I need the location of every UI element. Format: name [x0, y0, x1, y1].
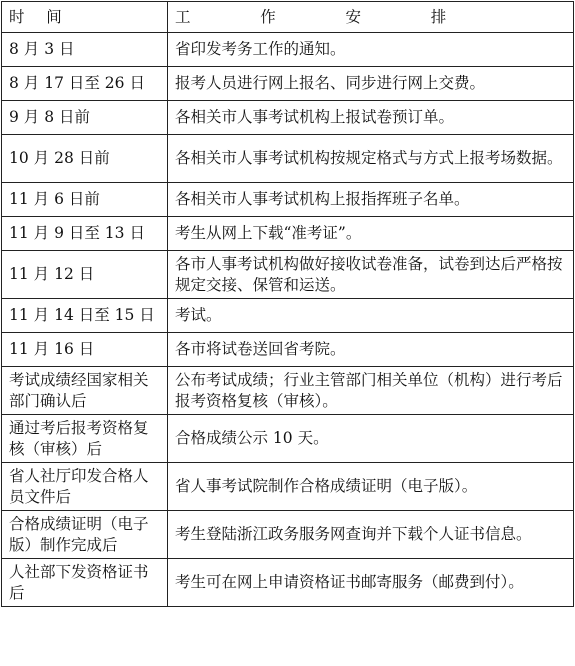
time-cell: 11 月 9 日至 13 日	[2, 217, 168, 251]
time-cell: 9 月 8 日前	[2, 101, 168, 135]
table-row	[2, 33, 574, 67]
time-cell: 考试成绩经国家相关部门确认后	[2, 367, 168, 415]
table-row	[2, 251, 574, 299]
header-task: 工作安排	[168, 2, 574, 33]
table-row	[2, 299, 574, 333]
table-row	[2, 367, 574, 415]
task-cell: 各市人事考试机构做好接收试卷准备，试卷到达后严格按规定交接、保管和运送。	[168, 251, 574, 299]
task-cell: 各市将试卷送回省考院。	[168, 333, 574, 367]
task-cell: 各相关市人事考试机构按规定格式与方式上报考场数据。	[168, 135, 574, 183]
task-cell: 报考人员进行网上报名、同步进行网上交费。	[168, 67, 574, 101]
task-cell: 考生可在网上申请资格证书邮寄服务（邮费到付）。	[168, 559, 574, 607]
table-row	[2, 101, 574, 135]
time-cell: 通过考后报考资格复核（审核）后	[2, 415, 168, 463]
time-cell: 11 月 6 日前	[2, 183, 168, 217]
task-cell: 考生从网上下载“准考证”。	[168, 217, 574, 251]
task-cell: 考生登陆浙江政务服务网查询并下载个人证书信息。	[168, 511, 574, 559]
table-row	[2, 463, 574, 511]
task-cell: 各相关市人事考试机构上报试卷预订单。	[168, 101, 574, 135]
time-cell: 合格成绩证明（电子版）制作完成后	[2, 511, 168, 559]
task-cell: 省人事考试院制作合格成绩证明（电子版）。	[168, 463, 574, 511]
time-cell: 人社部下发资格证书后	[2, 559, 168, 607]
table-row	[2, 183, 574, 217]
table-row	[2, 559, 574, 607]
time-cell: 11 月 14 日至 15 日	[2, 299, 168, 333]
task-cell: 合格成绩公示 10 天。	[168, 415, 574, 463]
time-cell: 8 月 17 日至 26 日	[2, 67, 168, 101]
schedule-rows	[2, 33, 574, 607]
header-time: 时间	[2, 2, 168, 33]
time-cell: 11 月 16 日	[2, 333, 168, 367]
time-cell: 8 月 3 日	[2, 33, 168, 67]
task-cell: 考试。	[168, 299, 574, 333]
header-row	[2, 2, 574, 33]
table-row	[2, 333, 574, 367]
time-cell: 省人社厅印发合格人员文件后	[2, 463, 168, 511]
schedule-table	[1, 1, 574, 607]
table-row	[2, 217, 574, 251]
table-row	[2, 415, 574, 463]
time-cell: 11 月 12 日	[2, 251, 168, 299]
table-row	[2, 135, 574, 183]
table-row	[2, 511, 574, 559]
task-cell: 各相关市人事考试机构上报指挥班子名单。	[168, 183, 574, 217]
task-cell: 省印发考务工作的通知。	[168, 33, 574, 67]
task-cell: 公布考试成绩；行业主管部门相关单位（机构）进行考后报考资格复核（审核）。	[168, 367, 574, 415]
table-row	[2, 67, 574, 101]
time-cell: 10 月 28 日前	[2, 135, 168, 183]
